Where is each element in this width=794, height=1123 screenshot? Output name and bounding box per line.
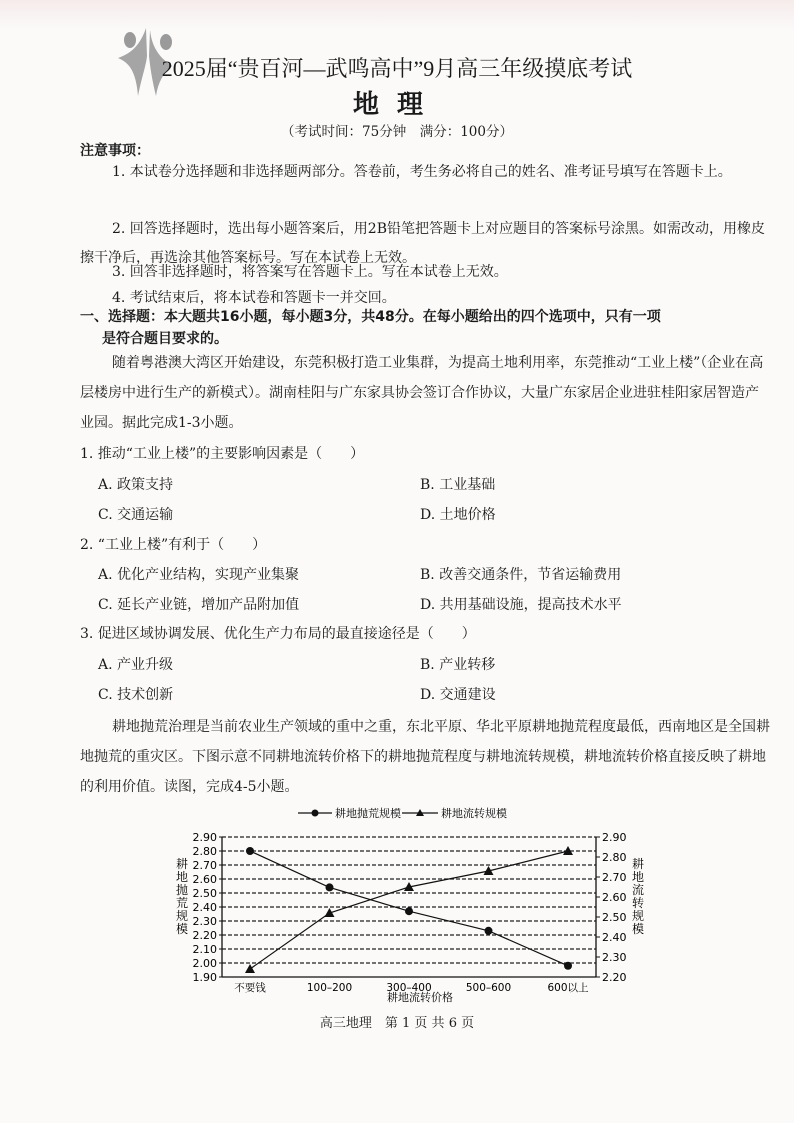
left-tick-label: 2.10 <box>192 943 217 956</box>
q3-option-a: A. 产业升级 <box>98 657 174 673</box>
axis-label-char: 规 <box>632 909 645 923</box>
data-point-circle <box>564 962 572 970</box>
right-tick-label: 2.30 <box>602 951 627 964</box>
question-2-stem: 2. “工业上楼”有利于（ ） <box>80 537 267 553</box>
question-3-stem: 3. 促进区域协调发展、优化生产力布局的最直接途径是（ ） <box>80 626 476 642</box>
legend-label-abandon: 耕地抛荒规模 <box>335 807 401 820</box>
x-tick-label: 600以上 <box>547 982 589 994</box>
left-tick-label: 2.70 <box>192 859 217 872</box>
right-tick-label: 2.40 <box>602 931 627 944</box>
right-axis-label <box>632 856 644 936</box>
data-point-circle <box>246 847 254 855</box>
question-1-stem: 1. 推动“工业上楼”的主要影响因素是（ ） <box>80 446 365 462</box>
left-tick-label: 1.90 <box>192 971 217 984</box>
section-heading <box>80 306 770 350</box>
left-tick-label: 2.00 <box>192 957 217 970</box>
left-tick-label: 2.40 <box>192 901 217 914</box>
data-point-circle <box>326 883 334 891</box>
legend-marker-circle <box>312 810 319 817</box>
x-tick-label: 不要钱 <box>234 982 266 994</box>
x-axis-label: 耕地流转价格 <box>387 991 453 1004</box>
left-tick-label: 2.20 <box>192 929 217 942</box>
axis-label-char: 地 <box>632 870 645 884</box>
exam-title: 2025届“贵百河—武鸣高中”9月高三年级摸底考试 <box>161 56 633 81</box>
line-chart <box>170 800 650 1010</box>
left-tick-label: 2.80 <box>192 845 217 858</box>
x-tick-label: 500–600 <box>465 982 512 994</box>
left-axis-label <box>176 856 188 936</box>
q1-option-d: D. 土地价格 <box>420 507 496 523</box>
q3-option-b: B. 产业转移 <box>420 657 496 673</box>
x-tick-label: 300–400 <box>386 982 432 994</box>
data-point-circle <box>405 907 413 915</box>
axis-label-char: 地 <box>176 870 189 884</box>
section-heading-line2: 是符合题目要求的。 <box>102 331 228 347</box>
axis-label-char: 耕 <box>176 857 189 871</box>
q1-option-b: B. 工业基础 <box>420 477 496 493</box>
axis-label-char: 耕 <box>632 857 645 871</box>
data-point-triangle <box>325 908 335 917</box>
left-axis-ticks <box>193 831 223 984</box>
q2-option-c: C. 延长产业链，增加产品附加值 <box>98 597 300 613</box>
axis-label-char: 规 <box>176 909 189 923</box>
passage-2: 耕地抛荒治理是当前农业生产领域的重中之重，东北平原、华北平原耕地抛荒程度最低，西南地区是全国耕地抛荒的重灾区。下图示意不同耕地流转价格下的耕地抛荒程度与耕地流转规模，耕地流转价格直接反映了耕地的利用价值。读图，完成4-5小题。 <box>80 719 770 795</box>
section-heading-line1: 一、选择题：本大题共16小题，每小题3分，共48分。在每小题给出的四个选项中，只有一项 <box>80 309 661 325</box>
axis-label-char: 抛 <box>176 883 189 897</box>
chart-legend <box>298 806 507 820</box>
axis-label-char: 荒 <box>176 896 189 910</box>
q1-option-a: A. 政策支持 <box>98 477 174 493</box>
axis-label-char: 模 <box>176 922 189 936</box>
axis-label-char: 模 <box>632 922 645 936</box>
left-tick-label: 2.60 <box>192 873 217 886</box>
notice-heading: 注意事项： <box>80 143 150 159</box>
passage-1: 随着粤港澳大湾区开始建设，东莞积极打造工业集群，为提高土地利用率，东莞推动“工业上楼”（企业在高层楼房中进行生产的新模式）。湖南桂阳与广东家具协会签订合作协议，大量广东家居企业进驻桂阳家居智造产业园。据此完成1-3小题。 <box>80 355 764 431</box>
q2-option-a: A. 优化产业结构，实现产业集聚 <box>98 567 300 583</box>
left-tick-label: 2.30 <box>192 915 217 928</box>
q3-option-c: C. 技术创新 <box>98 687 174 703</box>
right-axis-ticks <box>596 831 627 984</box>
page-footer: 高三地理 第 1 页 共 6 页 <box>319 1016 475 1031</box>
notice-item-2: 2. 回答选择题时，选出每小题答案后，用2B铅笔把答题卡上对应题目的答案标号涂黑。如需改动，用橡皮擦干净后，再选涂其他答案标号。写在本试卷上无效。 <box>80 221 766 266</box>
left-tick-label: 2.50 <box>192 887 217 900</box>
right-tick-label: 2.60 <box>602 891 627 904</box>
q2-option-d: D. 共用基础设施，提高技术水平 <box>420 597 622 613</box>
subject-title: 地理 <box>352 90 441 120</box>
notice-item-1: 1. 本试卷分选择题和非选择题两部分。答卷前，考生务必将自己的姓名、准考证号填写在答题卡上。 <box>112 164 732 180</box>
notice-item-4: 4. 考试结束后，将本试卷和答题卡一并交回。 <box>112 290 396 306</box>
right-tick-label: 2.50 <box>602 911 627 924</box>
right-tick-label: 2.20 <box>602 971 627 984</box>
right-tick-label: 2.90 <box>602 831 627 844</box>
chart-gridlines <box>222 837 596 963</box>
x-tick-label: 100–200 <box>306 982 353 994</box>
notice-item-3: 3. 回答非选择题时，将答案写在答题卡上。写在本试卷上无效。 <box>112 264 508 280</box>
left-tick-label: 2.90 <box>192 831 217 844</box>
right-tick-label: 2.80 <box>602 851 627 864</box>
right-tick-label: 2.70 <box>602 871 627 884</box>
data-point-triangle <box>245 964 255 973</box>
q1-option-c: C. 交通运输 <box>98 507 174 523</box>
data-point-circle <box>485 927 493 935</box>
legend-label-transfer: 耕地流转规模 <box>441 807 507 820</box>
q2-option-b: B. 改善交通条件，节省运输费用 <box>420 567 622 583</box>
q3-option-d: D. 交通建设 <box>420 687 496 703</box>
axis-label-char: 转 <box>632 896 645 910</box>
axis-label-char: 流 <box>632 883 645 897</box>
exam-duration-score: （考试时间：75分钟 满分：100分） <box>281 124 513 140</box>
